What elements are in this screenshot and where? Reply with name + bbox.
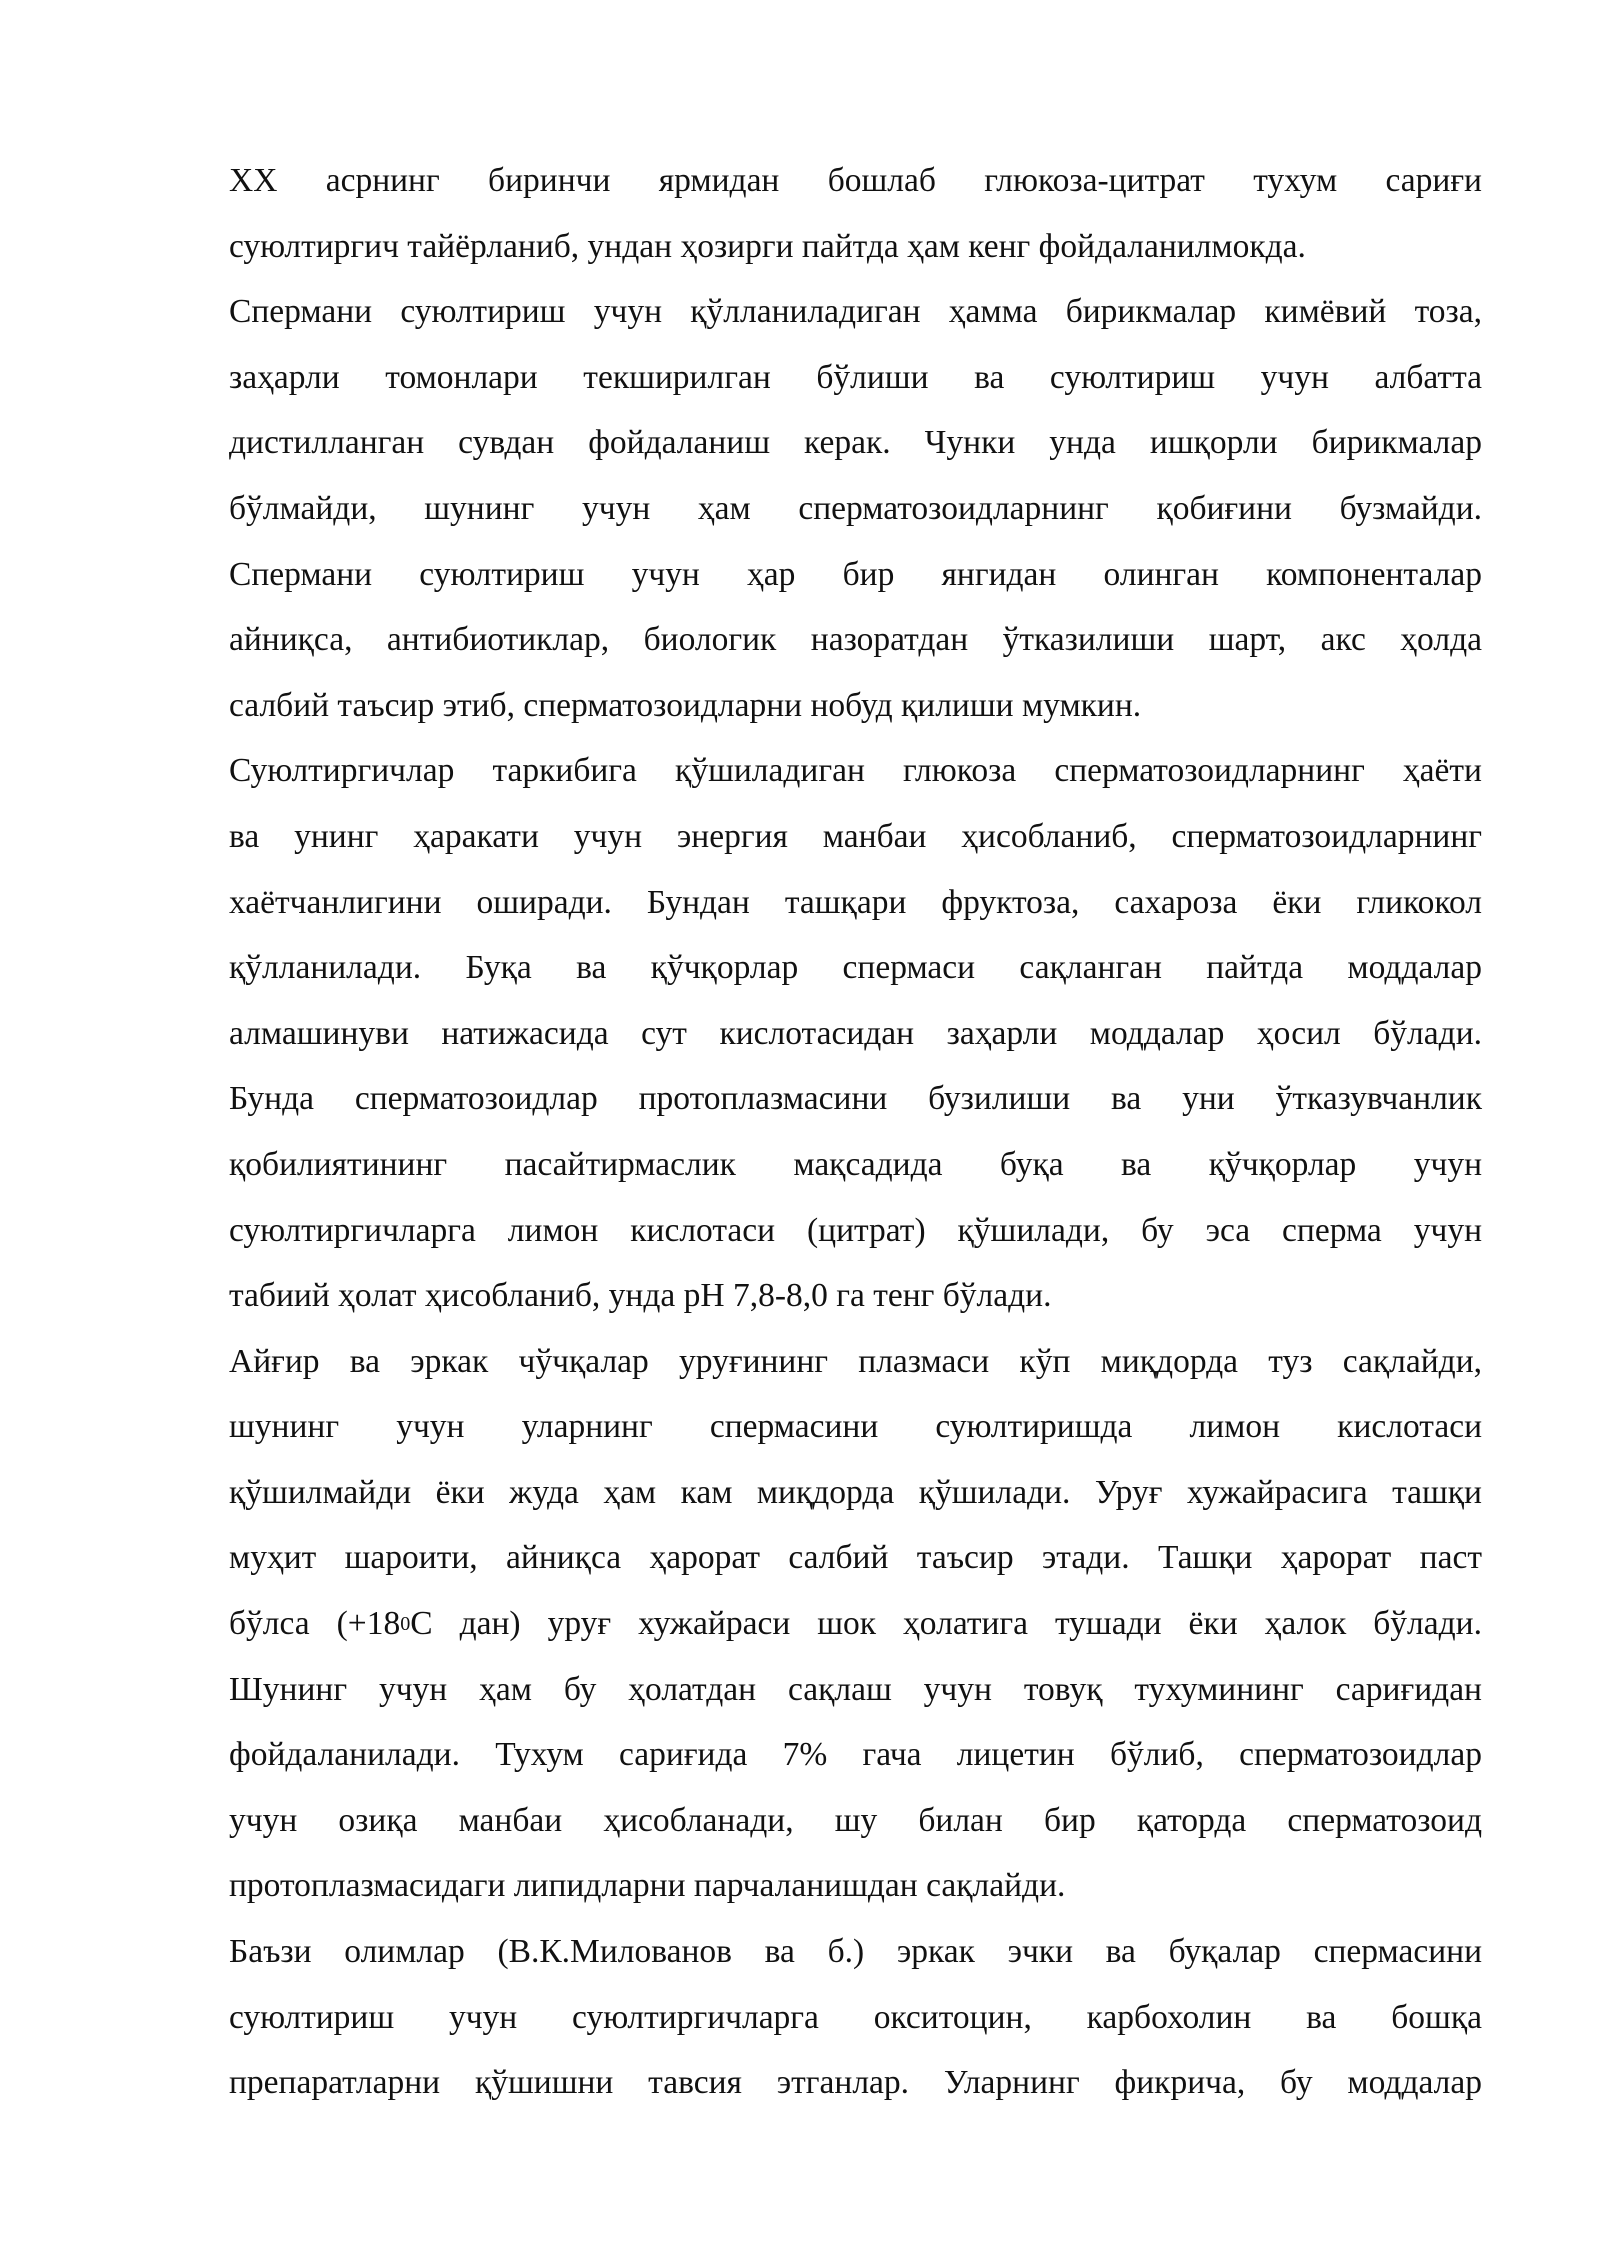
text-line [229,1591,1482,1657]
text-line: ва унинг ҳаракати учун энергия манбаи ҳисобланиб, сперматозоидларнинг [229,817,1482,855]
text-line: Суюлтиргичлар таркибига қўшиладиган глюкоза сперматозоидларнинг ҳаёти [229,752,1482,790]
text-line: бўлмайди, шунинг учун ҳам сперматозоидларнинг қобиғини бузмайди. [229,489,1482,527]
text-line: шунинг учун уларнинг спермасини суюлтиришда лимон кислотаси [229,1408,1482,1446]
paragraph [229,279,1482,738]
text-line: муҳит шароити, айниқса ҳарорат салбий таъсир этади. Ташқи ҳарорат паст [229,1539,1482,1577]
text-line: алмашинуви натижасида сут кислотасидан заҳарли моддалар ҳосил бўлади. [229,1014,1482,1052]
text-line: суюлтириш учун суюлтиргичларга окситоцин, карбохолин ва бошқа [229,1998,1482,2036]
text-line: Шунинг учун ҳам бу ҳолатдан сақлаш учун товуқ тухумининг сариғидан [229,1670,1482,1708]
text-line: суюлтиргич тайёрланиб, ундан ҳозирги пайтда ҳам кенг фойдаланилмокда. [229,227,1306,265]
text-line: протоплазмасидаги липидларни парчаланишдан сақлайди. [229,1867,1066,1905]
paragraph [229,148,1482,279]
text-line: Спермани суюлтириш учун ҳар бир янгидан олинган компоненталар [229,555,1482,593]
paragraph [229,1919,1482,2116]
text-line: қўлланилади. Буқа ва қўчқорлар спермаси сақланган пайтда моддалар [229,949,1482,987]
text-line: Айғир ва эркак чўчқалар уруғининг плазмаси кўп миқдорда туз сақлайди, [229,1342,1482,1380]
paragraph [229,1329,1482,1919]
text-line: айниқса, антибиотиклар, биологик назоратдан ўтказилиши шарт, акс ҳолда [229,621,1482,659]
text-line: Спермани суюлтириш учун қўлланиладиган ҳамма бирикмалар кимёвий тоза, [229,293,1482,331]
superscript: 0 [400,1613,411,1636]
text-line: учун озиқа манбаи ҳисобланади, шу билан бир қаторда сперматозоид [229,1801,1482,1839]
text-line: Баъзи олимлар (В.К.Милованов ва б.) эркак эчки ва буқалар спермасини [229,1933,1482,1971]
text-line: хаётчанлигини оширади. Бундан ташқари фруктоза, сахароза ёки гликокол [229,883,1482,921]
text-segment: С дан) уруғ хужайраси шок ҳолатига тушади ёки ҳалок бўлади. [410,1605,1482,1643]
paragraph [229,738,1482,1328]
text-line: заҳарли томонлари текширилган бўлиши ва суюлтириш учун албатта [229,358,1482,396]
text-line: дистилланган сувдан фойдаланиш керак. Чунки унда ишқорли бирикмалар [229,424,1482,462]
text-line: XX асрнинг биринчи ярмидан бошлаб глюкоза-цитрат тухум сариғи [229,162,1482,199]
text-line: табиий ҳолат ҳисобланиб, унда рН 7,8-8,0 га тенг бўлади. [229,1277,1052,1315]
text-segment: бўлса (+18 [229,1605,401,1643]
body-text [229,148,1482,2116]
text-line: қўшилмайди ёки жуда ҳам кам миқдорда қўшилади. Уруғ хужайрасига ташқи [229,1473,1482,1511]
text-line: суюлтиргичларга лимон кислотаси (цитрат) қўшилади, бу эса сперма учун [229,1211,1482,1249]
text-line: салбий таъсир этиб, сперматозоидларни нобуд қилиши мумкин. [229,686,1142,724]
text-line: фойдаланилади. Тухум сариғида 7% гача лицетин бўлиб, сперматозоидлар [229,1736,1482,1774]
text-line: Бунда сперматозоидлар протоплазмасини бузилиши ва уни ўтказувчанлик [229,1080,1482,1118]
text-line: препаратларни қўшишни тавсия этганлар. Уларнинг фикрича, бу моддалар [229,2064,1482,2102]
text-line: қобилиятининг пасайтирмаслик мақсадида буқа ва қўчқорлар учун [229,1145,1482,1183]
